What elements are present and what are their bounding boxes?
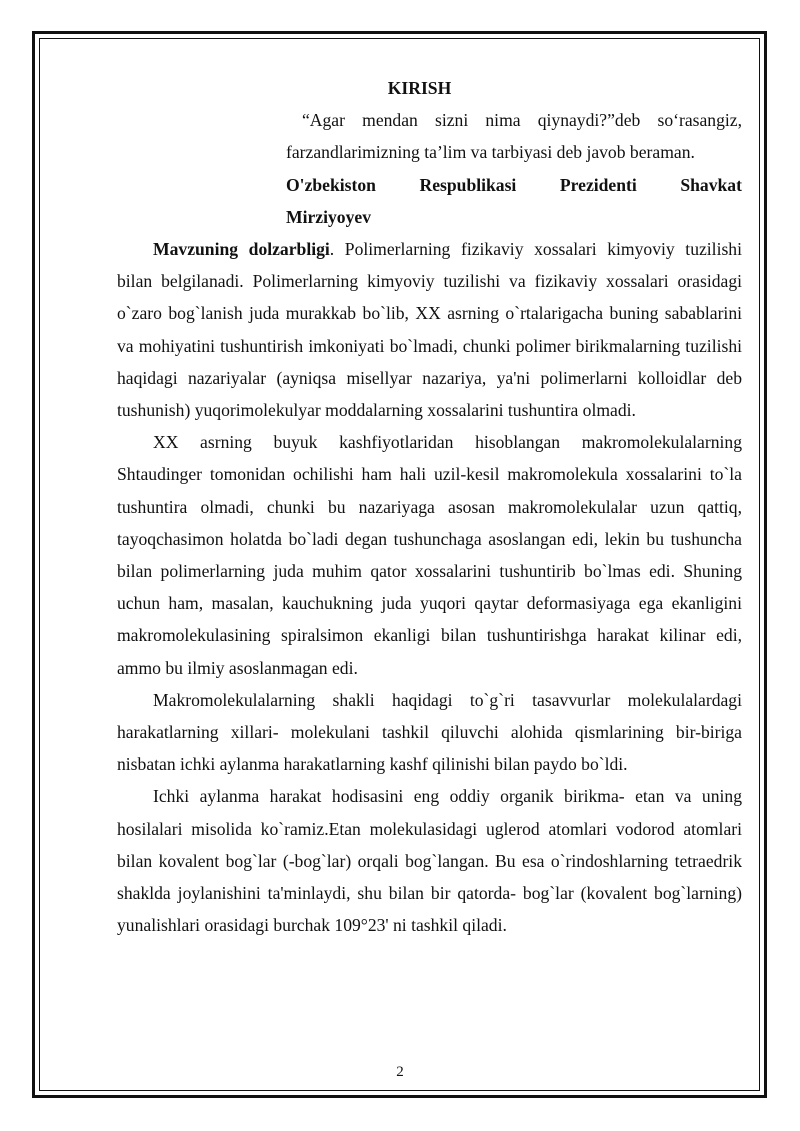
document-title: KIRISH	[387, 78, 452, 98]
paragraph: Ichki aylanma harakat hodisasini eng oddiy organik birikma- etan va uning hosilalari misolida ko`ramiz.Etan molekulasidagi uglerod atomlari vodorod atomlari bilan kovalent bog`lar (-bog`lar) orqali bog`langan. Bu esa o`rindoshlarning tetraedrik shaklda joylanishini ta'minlaydi, shu bilan bir qatorda- bog`lar (kovalent bog`larning) yunalishlari orasidagi burchak 109°23' ni tashkil qiladi.	[117, 786, 742, 936]
author-word: Shavkat	[680, 174, 742, 195]
paragraph: Makromolekulalarning shakli haqidagi to`g`ri tasavvurlar molekulalardagi harakatlarning xillari- molekulani tashkil qiluvchi alohida qismlarining bir-biriga nisbatan ichki aylanma harakatlarning kashf qilinishi bilan paydo bo`ldi.	[117, 689, 742, 775]
author-word: Prezidenti	[559, 174, 637, 195]
page-number: 2	[396, 1064, 404, 1080]
epigraph-author	[286, 169, 742, 233]
paragraph: XX asrning buyuk kashfiyotlaridan hisoblangan makromolekulalarning Shtaudinger tomonidan ochilishi ham hali uzil-kesil makromolekula xossalarini to`la tushuntira olmadi, chunki bu nazariyaga asosan makromolekulalar uzun qattiq, tayoqchasimon holatda bo`ladi degan tushunchaga asoslangan edi, lekin bu tushuncha bilan polimerlarning juda muhim qator xossalarini tushuntirib bo`lmas edi. Shuning uchun ham, masalan, kauchukning juda yuqori qaytar deformasiyaga ega ekanligini makromolekulasining spiralsimon ekanligi bilan tushuntirishga harakat kilinar edi, ammo bu ilmiy asoslanmagan edi.	[117, 432, 742, 678]
epigraph-author-line1	[286, 169, 742, 201]
epigraph-quote: “Agar mendan sizni nima qiynaydi?”deb so‘rasangiz, farzandlarimizning ta’lim va tarbiyasi deb javob beraman.	[286, 110, 742, 163]
document-body	[117, 72, 742, 941]
paragraph-lead: Mavzuning dolzarbligi	[153, 239, 330, 260]
paragraph-text: . Polimerlarning fizikaviy xossalari kimyoviy tuzilishi bilan belgilanadi. Polimerlarning kimyoviy tuzilishi va fizikaviy xossalari orasidagi o`zaro bog`lanish juda murakkab bo`lib, XX asrning o`rtalarigacha buning sabablarini va mohiyatini tushuntirish imkoniyati bo`lmadi, chunki polimer birikmalarning tuzilishi haqidagi nazariyalar (ayniqsa misellyar nazariya, ya'ni polimerlarni kolloidlar deb tushunish) yuqorimolekulyar moddalarning xossalarini tushuntira olmadi.	[117, 239, 742, 421]
epigraph	[286, 104, 742, 233]
paragraph	[117, 233, 742, 426]
epigraph-author-line2: Mirziyoyev	[286, 206, 371, 227]
author-word: Respublikasi	[419, 174, 517, 195]
author-word: O'zbekiston	[286, 174, 376, 195]
